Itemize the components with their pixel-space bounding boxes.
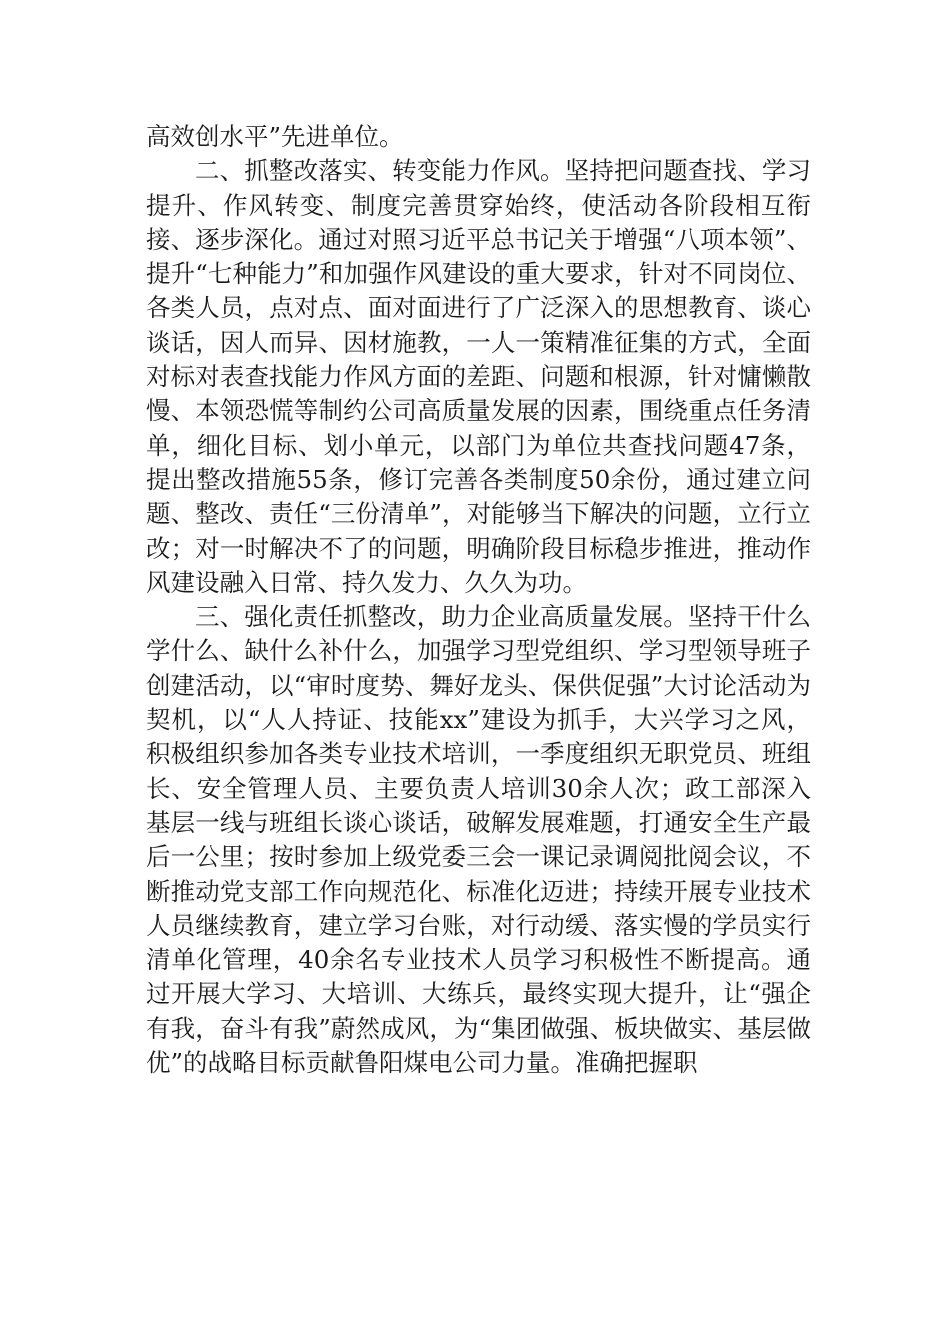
paragraph-section-three: 三、强化责任抓整改，助力企业高质量发展。坚持干什么学什么、缺什么补什么，加强学习型党组织、学习型领导班子创建活动，以“审时度势、舞好龙头、保供促强”大讨论活动为契机，以“人人持证、技能xx”建设为抓手，大兴学习之风，积极组织参加各类专业技术培训，一季度组织无职党员、班组长、安全管理人员、主要负责人培训30余人次；政工部深入基层一线与班组长谈心谈话，破解发展难题，打通安全生产最后一公里；按时参加上级党委三会一课记录调阅批阅会议，不断推动党支部工作向规范化、标准化迈进；持续开展专业技术人员继续教育，建立学习台账，对行动缓、落实慢的学员实行清单化管理，40余名专业技术人员学习积极性不断提高。通过开展大学习、大培训、大练兵，最终实现大提升，让“强企有我，奋斗有我”蔚然成风，为“集团做强、板块做实、基层做优”的战略目标贡献鲁阳煤电公司力量。准确把握职 [146, 602, 811, 1078]
paragraph-continuation: 高效创水平”先进单位。 [146, 122, 404, 151]
paragraph-section-two: 二、抓整改落实、转变能力作风。坚持把问题查找、学习提升、作风转变、制度完善贯穿始终，使活动各阶段相互衔接、逐步深化。通过对照习近平总书记关于增强“八项本领”、提升“七种能力”和加强作风建设的重大要求，针对不同岗位、各类人员，点对点、面对面进行了广泛深入的思想教育、谈心谈话，因人而异、因材施教，一人一策精准征集的方式，全面对标对表查找能力作风方面的差距、问题和根源，针对慵懒散慢、本领恐慌等制约公司高质量发展的因素，围绕重点任务清单，细化目标、划小单元，以部门为单位共查找问题47条，提出整改措施55条，修订完善各类制度50余份，通过建立问题、整改、责任“三份清单”，对能够当下解决的问题，立行立改；对一时解决不了的问题，明确阶段目标稳步推进，推动作风建设融入日常、持久发力、久久为功。 [146, 156, 811, 597]
body-text [146, 120, 811, 1080]
